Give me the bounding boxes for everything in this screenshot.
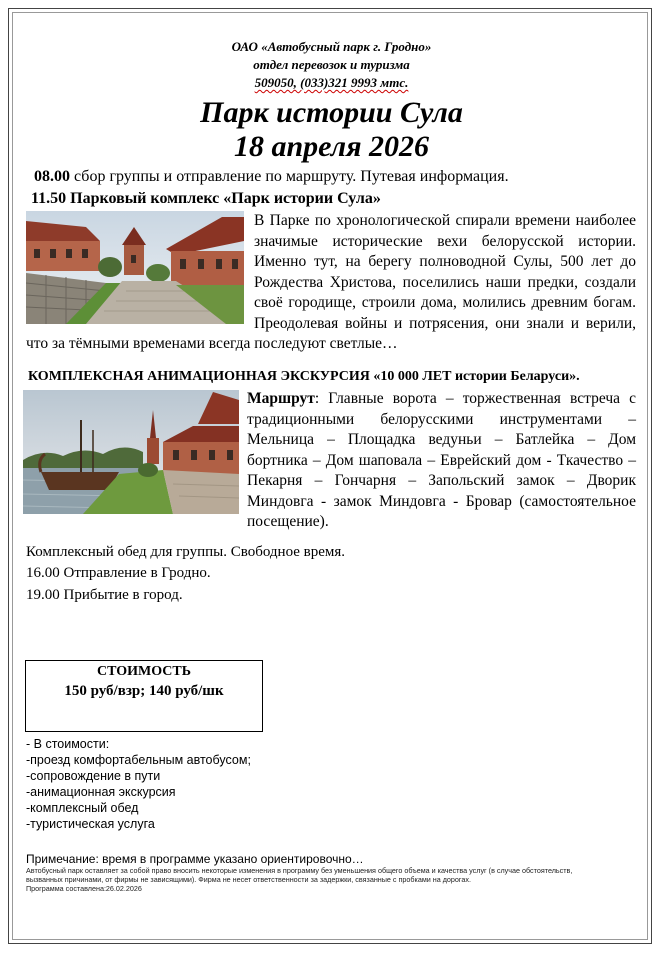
price-box — [25, 660, 263, 732]
included-item: -анимационная экскурсия — [26, 785, 176, 799]
price-title: СТОИМОСТЬ — [96, 664, 192, 679]
departure-info: 16.00 Отправление в Гродно. — [26, 565, 211, 581]
route-label: Маршрут — [247, 390, 315, 407]
included-item: -проезд комфортабельным автобусом; — [26, 753, 251, 767]
program-date: Программа составлена:26.02.2026 — [26, 884, 142, 893]
route-text: : Главные ворота – торжественная встреча с традиционными белорусскими инструментами – Мельница – Площадка ведуньи – Батлейка – Дом бортника – Дом шаповала – Еврейский дом - Ткачество – Пекарня – Гончарня – Запольский замок – Дворик Миндовга - замок Миндовга - Бровар (самостоятельное посещение). — [247, 390, 636, 530]
disclaimer-line: Автобусный парк оставляет за собой право вносить некоторые изменения в программу без уменьшения общего объема и качества услуг (в случае обстоятельств, — [26, 866, 573, 875]
park-description: В Парке по хронологической спирали времени наиболее значимые исторические вехи белорусской истории. Именно тут, на берегу полноводной Сулы, 500 лет до Рождества Христова, поселились наши предки, создали своё городище, строили дома, молились древним богам. Преодолевая войны и потрясения, они знали и верили, что за тёмными временами всегда последуют светлые… — [26, 212, 636, 352]
schedule-text: Парковый комплекс «Парк истории Сула» — [66, 190, 381, 207]
included-item: -сопровождение в пути — [26, 769, 161, 783]
org-department: отдел перевозок и туризма — [253, 57, 410, 72]
org-phone — [0, 74, 663, 92]
excursion-title: КОМПЛЕКСНАЯ АНИМАЦИОННАЯ ЭКСКУРСИЯ «10 000 ЛЕТ истории Беларуси». — [28, 369, 580, 384]
disclaimer-line: вызванных причинами, от фирмы не зависящими). Фирма не несет ответственности за задержки, связанные с пробками на дорогах. — [26, 875, 471, 884]
arrival-info: 19.00 Прибытие в город. — [26, 587, 183, 603]
page-title: Парк истории Сула — [200, 96, 463, 129]
time-note: Примечание: время в программе указано ориентировочно… — [26, 852, 364, 866]
organization-header — [0, 38, 663, 92]
schedule-item-departure — [34, 167, 509, 187]
org-phone-text: 509050, (033)321 9993 мтс. — [254, 75, 409, 90]
schedule-time: 08.00 — [34, 168, 70, 185]
org-name: ОАО «Автобусный парк г. Гродно» — [231, 39, 432, 54]
tour-date: 18 апреля 2026 — [233, 130, 430, 163]
schedule-text: сбор группы и отправление по маршруту. Путевая информация. — [70, 168, 509, 185]
schedule-item-park — [31, 189, 381, 209]
included-item: -комплексный обед — [26, 801, 139, 815]
schedule-time: 11.50 — [31, 190, 67, 207]
lunch-info: Комплексный обед для группы. Свободное время. — [26, 544, 346, 560]
route-description — [23, 389, 636, 533]
included-item: - В стоимости: — [26, 737, 110, 751]
price-value: 150 руб/взр; 140 руб/шк — [64, 683, 224, 699]
included-item: -туристическая услуга — [26, 817, 155, 831]
